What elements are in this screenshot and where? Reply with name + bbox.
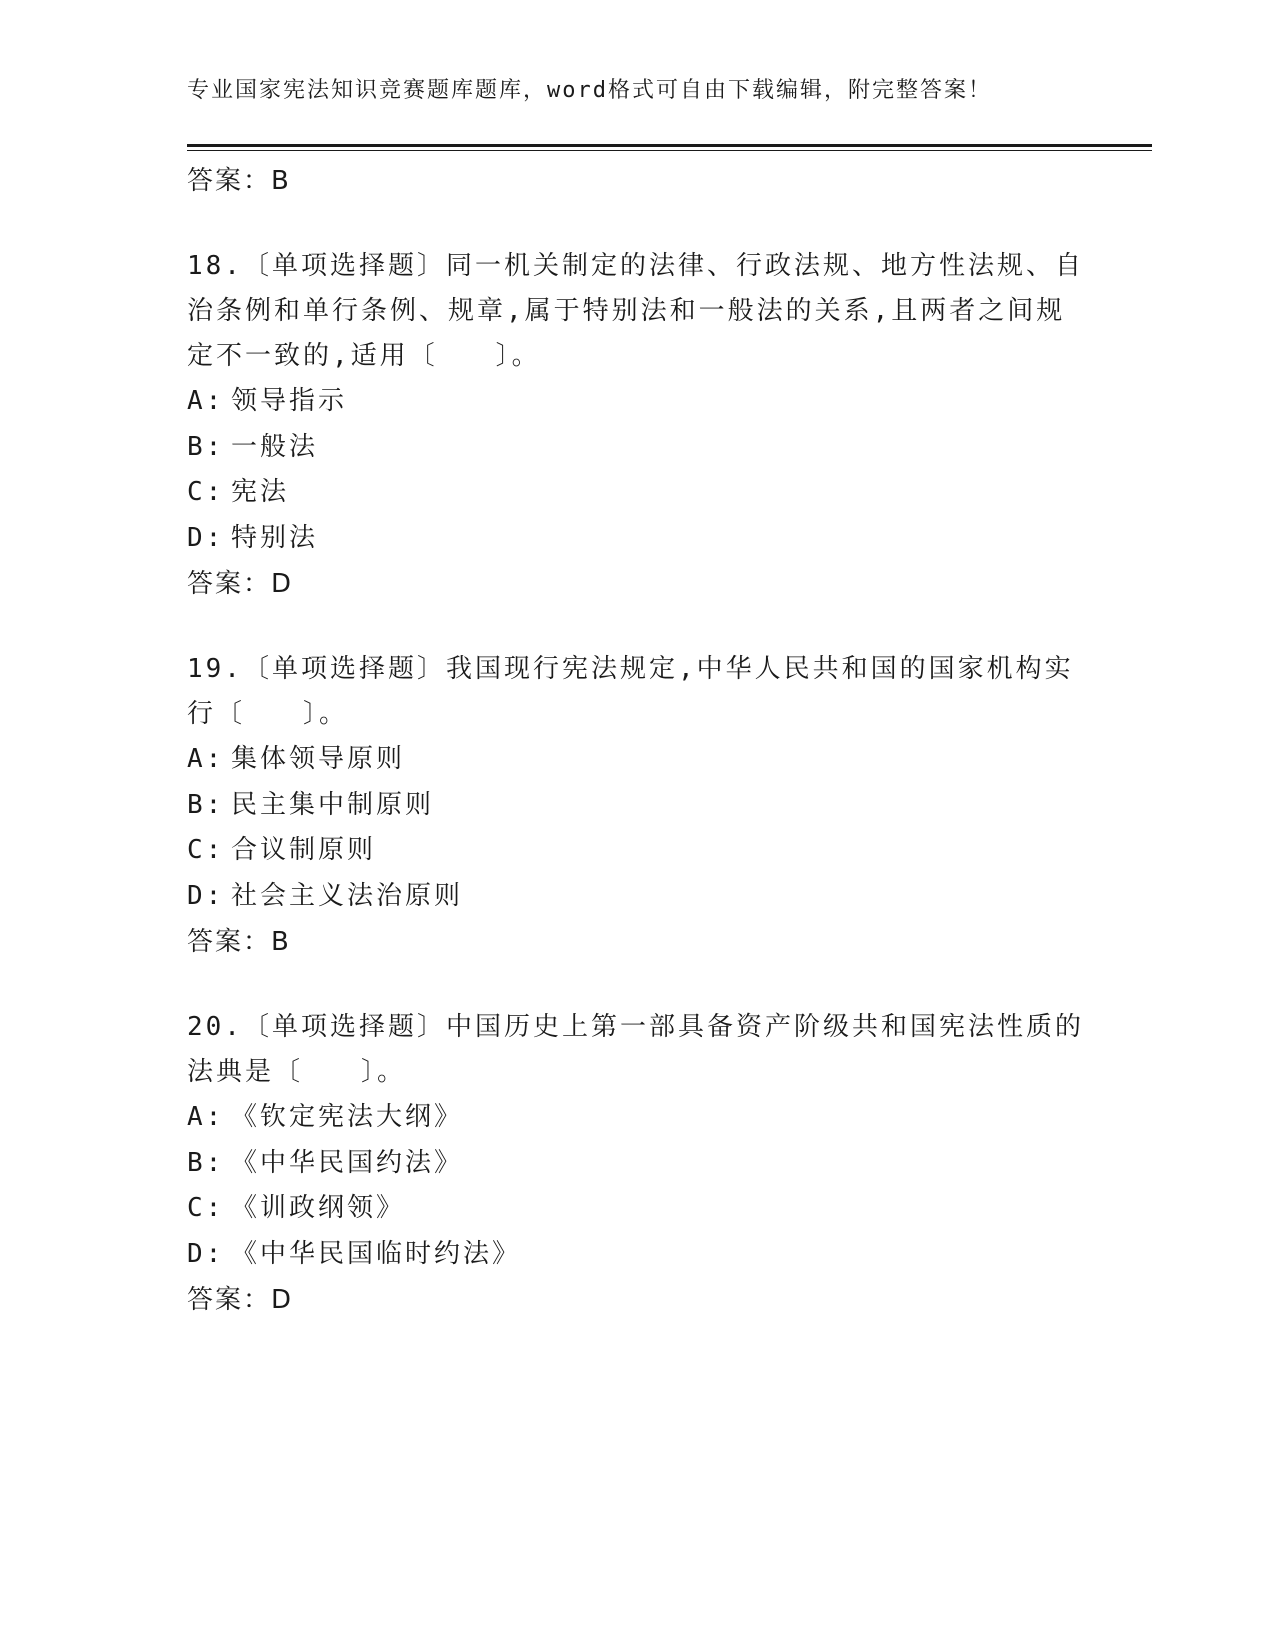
- option-key: C:: [187, 835, 225, 865]
- document-body: [187, 158, 1087, 1323]
- option-text: 合议制原则: [231, 835, 377, 865]
- option-key: B:: [187, 431, 225, 462]
- page-header: 专业国家宪法知识竞赛题库题库，word格式可自由下载编辑，附完整答案！: [187, 78, 992, 103]
- option-key: A:: [187, 1102, 225, 1132]
- question-19: [187, 647, 1087, 965]
- option-b: [187, 425, 1087, 471]
- option-key: C:: [187, 1193, 225, 1223]
- option-key: A:: [187, 744, 225, 774]
- option-text: 宪法: [231, 477, 290, 507]
- option-key: D:: [187, 522, 225, 553]
- option-text: 《训政纲领》: [231, 1193, 406, 1223]
- option-key: B:: [187, 789, 225, 820]
- header-rule-thin: [187, 150, 1152, 151]
- option-a: [187, 379, 1087, 425]
- header-rule-thick: [187, 144, 1152, 147]
- option-a: [187, 737, 1087, 783]
- option-a: [187, 1095, 1087, 1141]
- option-c: [187, 1186, 1087, 1232]
- question-20: [187, 1005, 1087, 1323]
- option-text: 民主集中制原则: [231, 789, 435, 820]
- answer: 答案：D: [187, 569, 294, 599]
- option-d: [187, 1232, 1087, 1278]
- option-text: 一般法: [231, 431, 319, 462]
- option-text: 《中华民国约法》: [231, 1147, 464, 1178]
- previous-answer: 答案：B: [187, 166, 291, 196]
- option-text: 集体领导原则: [231, 744, 406, 774]
- option-key: C:: [187, 477, 225, 507]
- option-d: [187, 874, 1087, 920]
- question-text: 18.〔单项选择题〕同一机关制定的法律、行政法规、地方性法规、自治条例和单行条例、规章,属于特别法和一般法的关系,且两者之间规定不一致的,适用〔 〕。: [187, 251, 1084, 371]
- option-text: 社会主义法治原则: [231, 880, 464, 911]
- option-b: [187, 1141, 1087, 1187]
- option-c: [187, 470, 1087, 516]
- question-18: [187, 244, 1087, 607]
- option-d: [187, 516, 1087, 562]
- option-key: D:: [187, 880, 225, 911]
- option-key: D:: [187, 1238, 225, 1269]
- option-b: [187, 783, 1087, 829]
- option-text: 《中华民国临时约法》: [231, 1238, 522, 1269]
- question-text: 19.〔单项选择题〕我国现行宪法规定,中华人民共和国的国家机构实行〔 〕。: [187, 654, 1074, 729]
- option-c: [187, 828, 1087, 874]
- option-text: 《钦定宪法大纲》: [231, 1102, 464, 1132]
- answer: 答案：D: [187, 1285, 294, 1315]
- question-text: 20.〔单项选择题〕中国历史上第一部具备资产阶级共和国宪法性质的法典是〔 〕。: [187, 1012, 1084, 1087]
- option-text: 特别法: [231, 522, 319, 553]
- answer: 答案：B: [187, 927, 291, 957]
- option-key: B:: [187, 1147, 225, 1178]
- option-text: 领导指示: [231, 386, 348, 416]
- option-key: A:: [187, 386, 225, 416]
